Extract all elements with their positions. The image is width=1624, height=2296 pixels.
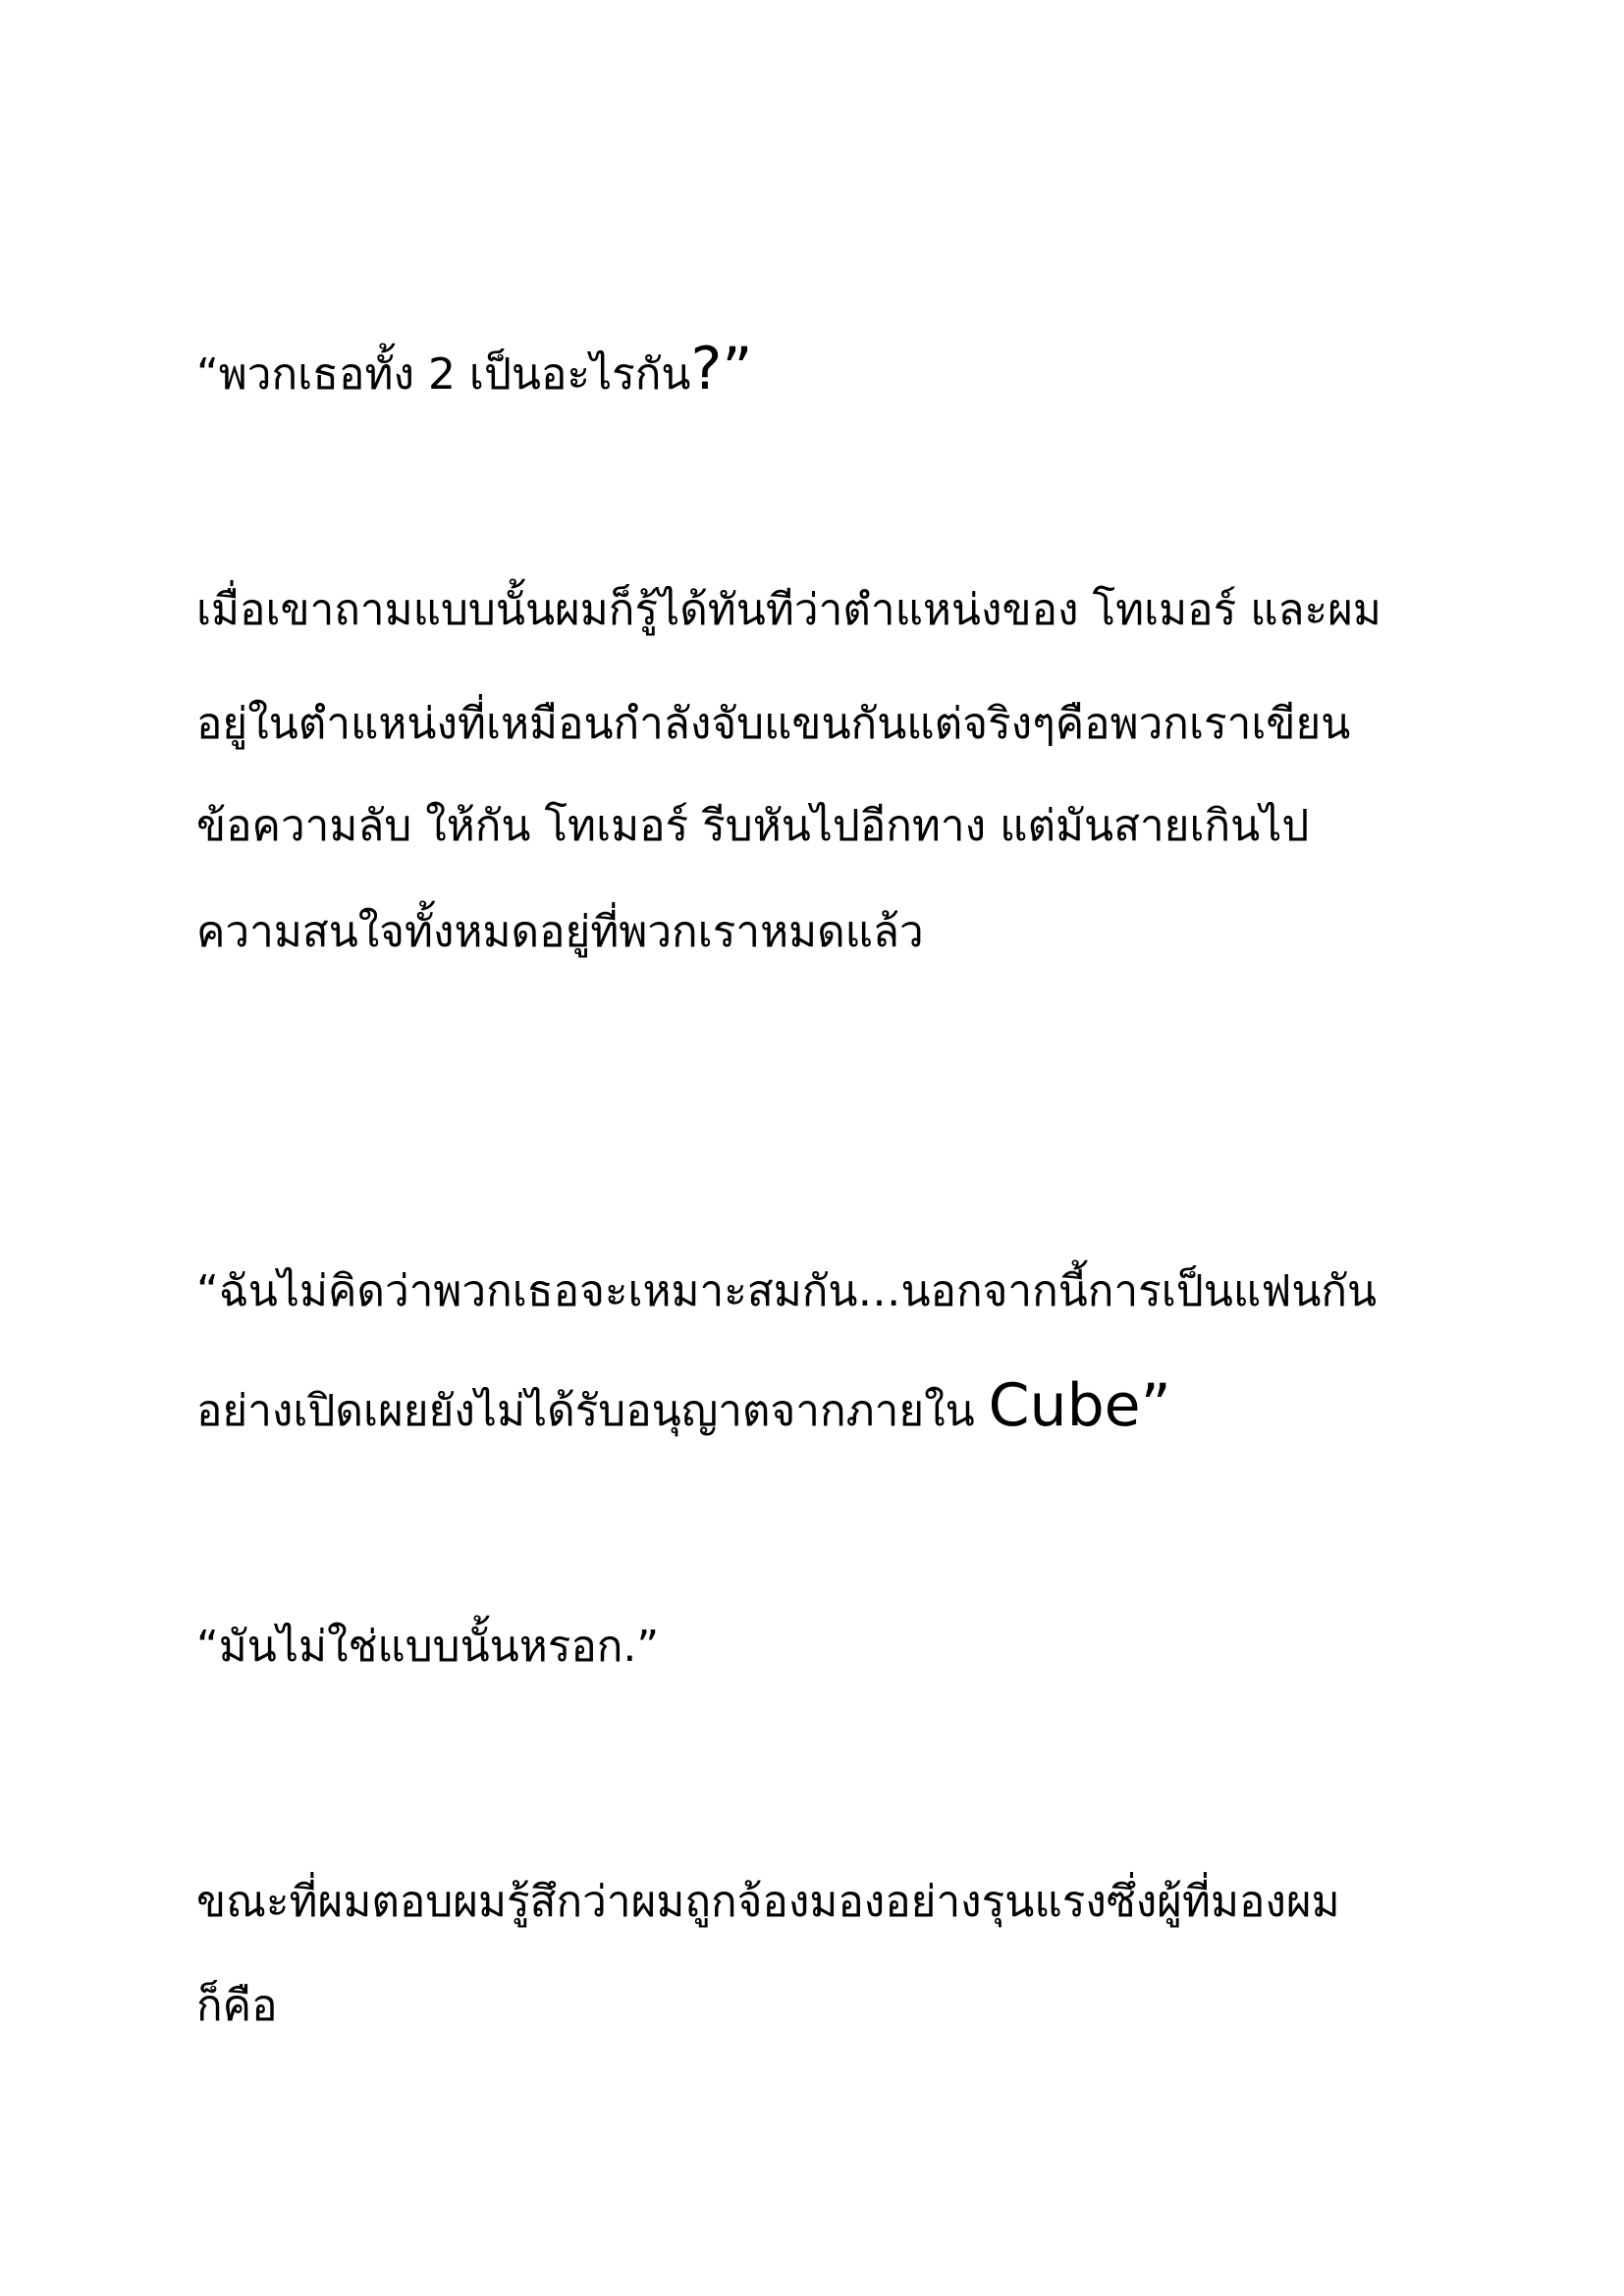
narration-line-3: ข้อความลับ ให้กัน โทเมอร์ รีบหันไปอีกทาง แต่มันสายเกินไป bbox=[196, 801, 1310, 851]
dialogue-cube-word: Cube” bbox=[988, 1371, 1171, 1440]
dialogue-question bbox=[196, 334, 1473, 404]
narration-line-4: ความสนใจทั้งหมดอยู่ที่พวกเราหมดแล้ว bbox=[196, 907, 924, 957]
dialogue-cube-line-2 bbox=[196, 1370, 1473, 1441]
dialogue-question-mark: ?” bbox=[690, 335, 753, 403]
closing-line-1: ขณะที่ผมตอบผมรู้สึกว่าผมถูกจ้องมองอย่างรุนแรงซึ่งผู้ที่มองผม bbox=[196, 1877, 1340, 1927]
dialogue-cube-line-1: “ฉันไม่คิดว่าพวกเธอจะเหมาะสมกัน…นอกจากนี้การเป็นแฟนกัน bbox=[196, 1266, 1378, 1316]
narration-line-2: อยู่ในตำแหน่งที่เหมือนกำลังจับแขนกันแต่จริงๆคือพวกเราเขียน bbox=[196, 699, 1351, 749]
narration-line-1: เมื่อเขาถามแบบนั้นผมก็รู้ได้ทันทีว่าตำแหน่งของ โทเมอร์ และผม bbox=[196, 585, 1381, 635]
dialogue-question-text: “พวกเธอทั้ง 2 เป็นอะไรกัน bbox=[196, 349, 691, 400]
dialogue-cube-thai: อย่างเปิดเผยยังไม่ได้รับอนุญาตจากภายใน bbox=[196, 1386, 989, 1436]
closing-line-2: ก็คือ bbox=[196, 1981, 278, 2031]
dialogue-reply: “มันไม่ใช่แบบนั้นหรอก.” bbox=[196, 1622, 660, 1672]
